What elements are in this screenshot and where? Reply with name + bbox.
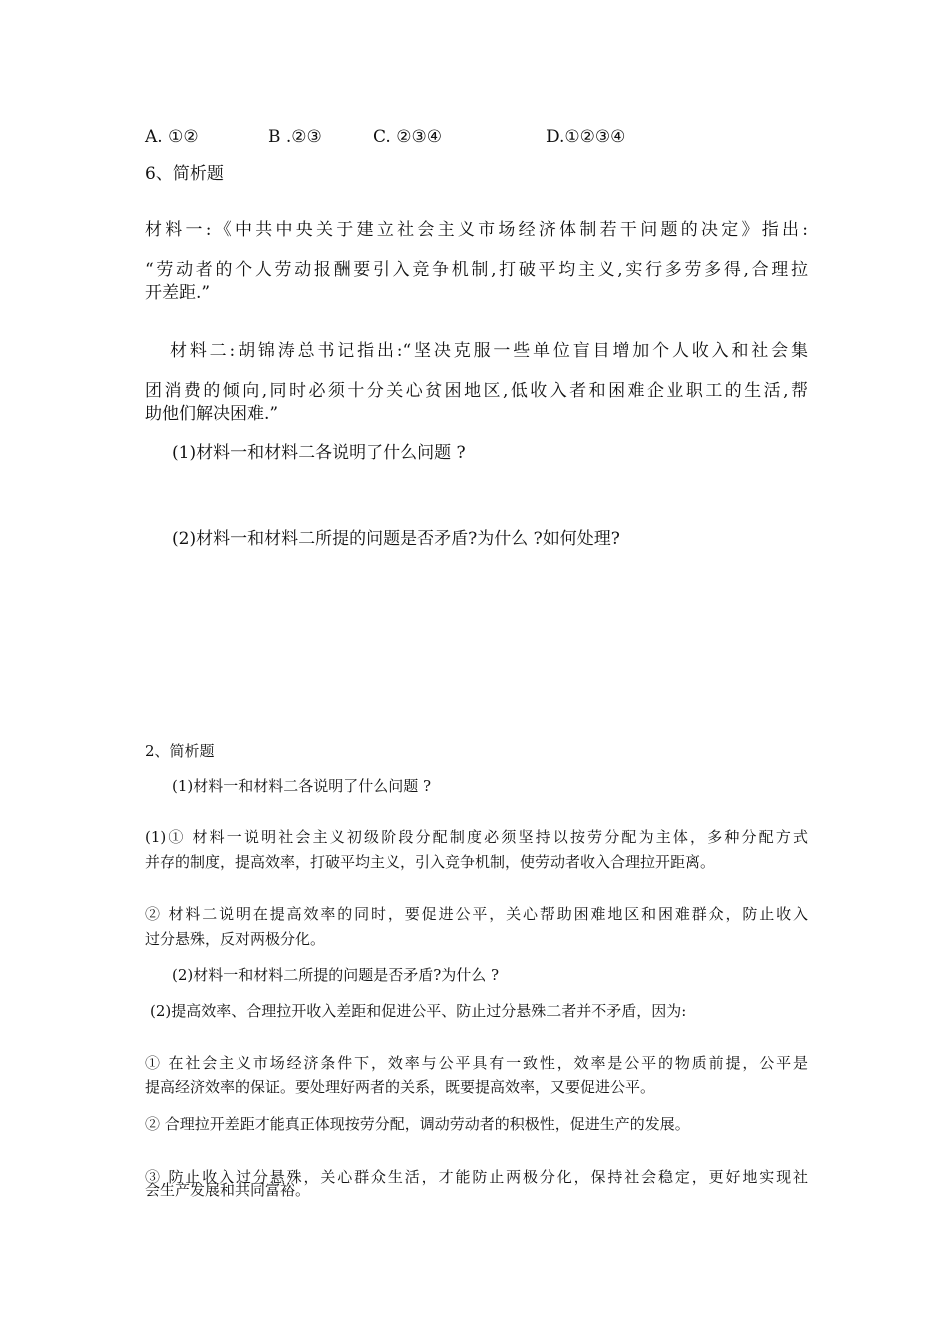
material2-line-2: 团消费的倾向,同时必须十分关心贫困地区,低收入者和困难企业职工的生活,帮 (145, 381, 808, 401)
answer-1-line-2: 并存的制度，提高效率，打破平均主义，引入竞争机制，使劳动者收入合理拉开距离。 (145, 853, 716, 871)
material2-line-1: 材料二:胡锦涛总书记指出:“坚决克服一些单位盲目增加个人收入和社会集 (170, 341, 808, 361)
answer-question-2: (2)材料一和材料二所提的问题是否矛盾?为什么 ? (172, 966, 500, 984)
section-title-question: 6、简析题 (145, 164, 224, 184)
material2-line-3: 助他们解决困难.” (145, 404, 279, 424)
answer-2-line-5: ③ 防止收入过分悬殊，关心群众生活，才能防止两极分化，保持社会稳定，更好地实现社 (145, 1168, 808, 1186)
answer-2-line-1: (2)提高效率、合理拉开收入差距和促进公平、防止过分悬殊二者并不矛盾，因为: (150, 1002, 687, 1020)
answer-2-line-6: 会生产发展和共同富裕。 (145, 1181, 311, 1199)
answer-1-line-1: (1)① 材料一说明社会主义初级阶段分配制度必须坚持以按劳分配为主体，多种分配方式 (145, 828, 808, 846)
answer-question-1: (1)材料一和材料二各说明了什么问题 ? (172, 777, 432, 795)
option-c: C. ②③④ (373, 127, 442, 147)
question-2: (2)材料一和材料二所提的问题是否矛盾?为什么 ?如何处理? (172, 529, 620, 549)
material1-line-3: 开差距.” (145, 283, 211, 303)
option-b: B .②③ (268, 127, 322, 147)
section-title-answer: 2、简析题 (145, 742, 215, 760)
answer-1-line-4: 过分悬殊，反对两极分化。 (145, 930, 326, 948)
material1-line-1: 材料一:《中共中央关于建立社会主义市场经济体制若干问题的决定》指出: (145, 220, 808, 240)
answer-2-line-4: ② 合理拉开差距才能真正体现按劳分配，调动劳动者的积极性，促进生产的发展。 (145, 1115, 690, 1133)
answer-1-line-3: ② 材料二说明在提高效率的同时，要促进公平，关心帮助困难地区和困难群众，防止收入 (145, 905, 808, 923)
answer-2-line-2: ① 在社会主义市场经济条件下，效率与公平具有一致性，效率是公平的物质前提，公平是 (145, 1054, 808, 1072)
answer-2-line-3: 提高经济效率的保证。要处理好两者的关系，既要提高效率，又要促进公平。 (145, 1078, 656, 1096)
question-1: (1)材料一和材料二各说明了什么问题 ? (172, 443, 466, 463)
option-d: D.①②③④ (546, 127, 626, 147)
material1-line-2: “劳动者的个人劳动报酬要引入竞争机制,打破平均主义,实行多劳多得,合理拉 (145, 260, 808, 280)
option-a: A. ①② (145, 127, 199, 147)
